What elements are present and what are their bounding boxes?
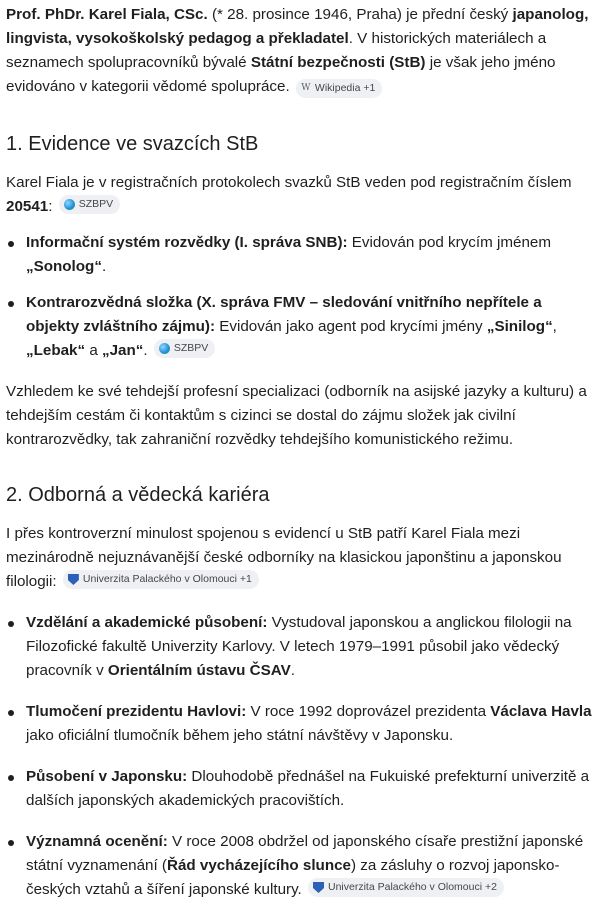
- career-list: [6, 611, 597, 902]
- list-item: Vzdělání a akademické působení: Vystudoval japonskou a anglickou filologii na Filozofické fakultě Univerzity Karlovy. V letech 1979–1991 působil jako vědecký pracovník v Orientálním ústavu ČSAV.: [6, 611, 597, 683]
- intro-paragraph: Prof. PhDr. Karel Fiala, CSc. (* 28. prosince 1946, Praha) je přední český japanolog, lingvista, vysokoškolský pedagog a překladatel. V historických materiálech a seznamech spolupracovníků bývalé Státní bezpečnosti (StB) je však jeho jméno evidováno v kategorii vědomé spolupráce. W Wikipedia +1: [6, 3, 597, 99]
- source-chip-upol[interactable]: Univerzita Palackého v Olomouci +2: [308, 878, 504, 897]
- source-chip-wikipedia[interactable]: W Wikipedia +1: [296, 79, 382, 98]
- stb-list: [6, 231, 597, 363]
- university-shield-icon: [313, 882, 324, 893]
- person-name: Prof. PhDr. Karel Fiala, CSc.: [6, 6, 208, 23]
- source-chip-szbpv[interactable]: SZBPV: [59, 195, 120, 214]
- career-paragraph: I přes kontroverzní minulost spojenou s evidencí u StB patří Karel Fiala mezi mezinárodně nejuznávanější české odborníky na klasickou japonštinu a japonskou filologii: Univerzita Palackého v Olomouci +1: [6, 525, 562, 590]
- list-item: Tlumočení prezidentu Havlovi: V roce 1992 doprovázel prezidenta Václava Havla jako oficiální tlumočník během jeho státní návštěvy v Japonsku.: [6, 700, 597, 748]
- source-chip-szbpv[interactable]: SZBPV: [154, 339, 215, 358]
- globe-icon: [64, 199, 75, 210]
- list-item: Působení v Japonsku: Dlouhodobě přednášel na Fukuiské prefekturní univerzitě a dalších japonských akademických pracovištích.: [6, 765, 597, 813]
- list-item: Informační systém rozvědky (I. správa SNB): Evidován pod krycím jménem „Sonolog“.: [6, 231, 597, 279]
- section-heading-stb: 1. Evidence ve svazcích StB: [6, 133, 259, 155]
- wikipedia-icon: W: [301, 83, 311, 93]
- stb-paragraph: Karel Fiala je v registračních protokolech svazků StB veden pod registračním číslem 20541: SZBPV: [6, 174, 572, 215]
- list-item: Kontrarozvědná složka (X. správa FMV – sledování vnitřního nepřítele a objekty zvláštního zájmu): Evidován jako agent pod krycími jmény „Sinilog“, „Lebak“ a „Jan“. SZBPV: [6, 291, 597, 363]
- stb-closing-paragraph: Vzhledem ke své tehdejší profesní specializaci (odborník na asijské jazyky a kulturu) a tehdejším cestám či kontaktům s cizinci se dostal do zájmu složek jak civilní kontrarozvědky, tak zahraniční rozvědky tehdejšího komunistického režimu.: [6, 383, 587, 448]
- source-chip-upol[interactable]: Univerzita Palackého v Olomouci +1: [63, 570, 259, 589]
- section-heading-career: 2. Odborná a vědecká kariéra: [6, 484, 270, 506]
- university-shield-icon: [68, 574, 79, 585]
- list-item: Významná ocenění: V roce 2008 obdržel od japonského císaře prestižní japonské státní vyznamenání (Řád vycházejícího slunce) za zásluhy o rozvoj japonsko-českých vztahů a šíření japonské kultury. Univerzita Palackého v Olomouci +2: [6, 830, 597, 902]
- globe-icon: [159, 343, 170, 354]
